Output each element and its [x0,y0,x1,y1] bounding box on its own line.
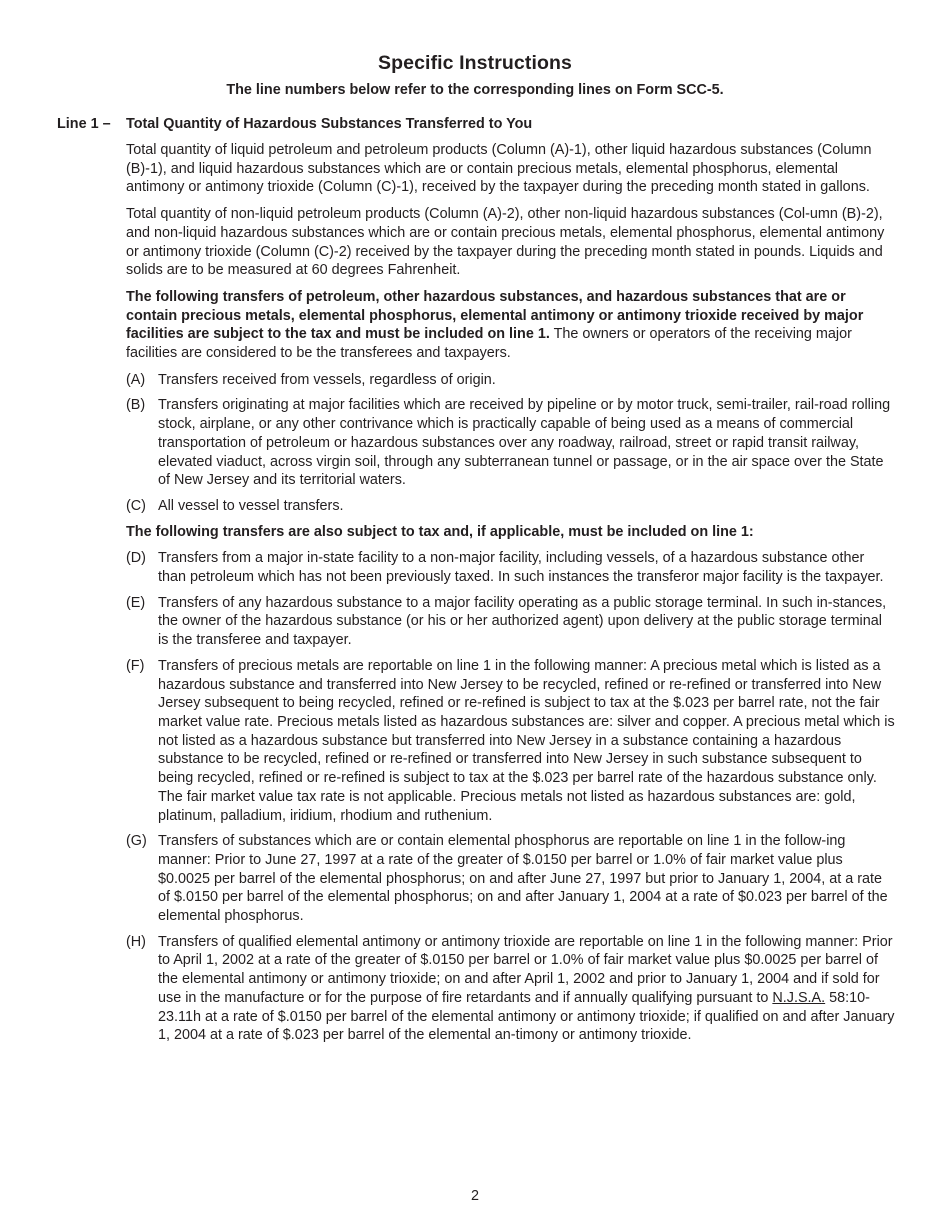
list-item [126,371,896,390]
item-letter: (A) [126,371,146,388]
item-text: All vessel to vessel transfers. [158,497,344,514]
list-item [126,933,896,1045]
item-text: Transfers originating at major facilities which are received by pipeline or by motor truck, semi-trailer, rail-road rolling stock, airplane, or any other contrivance which is practically capable of being used as a means of commercial transportation of petroleum or hazardous substances over any roadway, railroad, street or rapid transit railway, elevated viaduct, across virgin soil, through any subterranean tunnel or passage, or in the air space over the State of New Jersey and its territorial waters. [158,397,891,489]
item-text: Transfers received from vessels, regardless of origin. [158,371,496,388]
paragraph-liquid-quantity: Total quantity of liquid petroleum and petroleum products (Column (A)-1), other liquid hazardous substances (Column (B)-1), and liquid hazardous substances which are or contain precious metals, elemental phosphorus, elemental antimony or antimony trioxide (Column (C)-1), received by the taxpayer during the preceding month stated in gallons. [126,142,872,196]
item-letter: (B) [126,397,146,414]
njsa-citation-link[interactable]: N.J.S.A. [772,989,826,1006]
item-letter: (C) [126,497,146,514]
line-number: Line 1 – [57,116,111,132]
item-letter: (E) [126,594,146,611]
item-letter: (D) [126,550,146,567]
item-text: Transfers of any hazardous substance to a major facility operating as a public storage terminal. In such in-stances, the owner of the hazardous substance (or his or her authorized agent) upon delivery at the public storage terminal is the transferee and taxpayer. [158,594,887,649]
transfer-list-a [126,371,896,516]
line-title: Total Quantity of Hazardous Substances Transferred to You [126,116,533,132]
item-h-text-before: Transfers of qualified elemental antimony or antimony trioxide are reportable on line 1 in the following manner: Prior to April 1, 2002 at a rate of the greater of $.0150 per barrel or 1.0% of fair market value plus $0.0025 per barrel of the elemental antimony or antimony trioxide; on and after April 1, 2002 and prior to January 1, 2004 and if sold for use in the manufacture or for the purpose of fire retardants and if annually qualifying pursuant to [158,933,893,1006]
page-subtitle: The line numbers below refer to the corresponding lines on Form SCC-5. [226,82,724,98]
item-text: Transfers of precious metals are reportable on line 1 in the following manner: A precious metal which is listed as a hazardous substance and transferred into New Jersey to be recycled, refined or re-refined or transferred into New Jersey subsequent to being recycled, refined or re-refined is subject to tax at the $.023 per barrel rate, not the fair market value rate. Precious metals listed as hazardous substances are: silver and copper. A precious metal which is not listed as a hazardous substance but transferred into New Jersey in a substance containing a hazardous substance to be recycled, refined or re-refined or transferred into New Jersey in such substance subsequent to being recycled, refined or re-refined is subject to tax at the $.023 per barrel rate of the hazardous substance only. The fair market value tax rate is not applicable. Precious metals not listed as hazardous substances are: gold, platinum, palladium, iridium, rhodium and ruthenium. [158,657,895,824]
major-facilities-rest: The owners or operators of the receiving major facilities are considered to be the transferees and taxpayers. [126,326,852,362]
list-item [126,396,896,490]
item-letter: (H) [126,933,146,950]
paragraph-major-facilities [126,288,896,363]
list-item [126,549,896,586]
item-text: Transfers of substances which are or contain elemental phosphorus are reportable on line 1 in the follow-ing manner: Prior to June 27, 1997 at a rate of the greater of $.0150 per barrel or 1.0% of fair market value plus $0.0025 per barrel of the elemental phosphorus; on and after June 27, 1997 but prior to January 1, 2004, at a rate of $.0150 per barrel of the elemental phosphorus; on and after January 1, 2004 at a rate of $0.023 per barrel of the elemental phosphorus. [158,833,888,925]
page-title: Specific Instructions [378,52,572,74]
list-item [126,832,896,926]
item-text: Transfers from a major in-state facility to a non-major facility, including vessels, of a hazardous substance other than petroleum which has not been previously taxed. In such instances the transferor major facility is the taxpayer. [158,550,884,586]
item-h-text-after: 58:10-23.11h at a rate of $.0150 per barrel of the elemental antimony or antimony trioxide; if qualified on and after January 1, 2004 at a rate of $.023 per barrel of the elemental an-timony or antimony trioxide. [158,989,895,1044]
paragraph-nonliquid-quantity: Total quantity of non-liquid petroleum products (Column (A)-2), other non-liquid hazardous substances (Col-umn (B)-2), and non-liquid hazardous substances which are or contain precious metals, elemental phosphorus, elemental antimony or antimony trioxide (Column (C)-2) received by the taxpayer during the preceding month stated in pounds. Liquids and solids are to be measured at 60 degrees Fahrenheit. [126,206,885,279]
list-item [126,657,896,825]
page-number: 2 [470,1188,479,1204]
item-text [158,933,896,1045]
major-facilities-bold: The following transfers of petroleum, other hazardous substances, and hazardous substances that are or contain precious metals, elemental phosphorus, elemental antimony or antimony trioxide received by major facilities are subject to the tax and must be included on line 1. [126,288,864,343]
line-1-content [126,141,896,1052]
line-1-heading [57,116,917,132]
also-subject-heading: The following transfers are also subject to tax and, if applicable, must be included on line 1: [126,523,754,540]
list-item [126,497,896,516]
item-letter: (F) [126,657,145,674]
transfer-list-b [126,549,896,1045]
item-letter: (G) [126,833,147,850]
list-item [126,594,896,650]
